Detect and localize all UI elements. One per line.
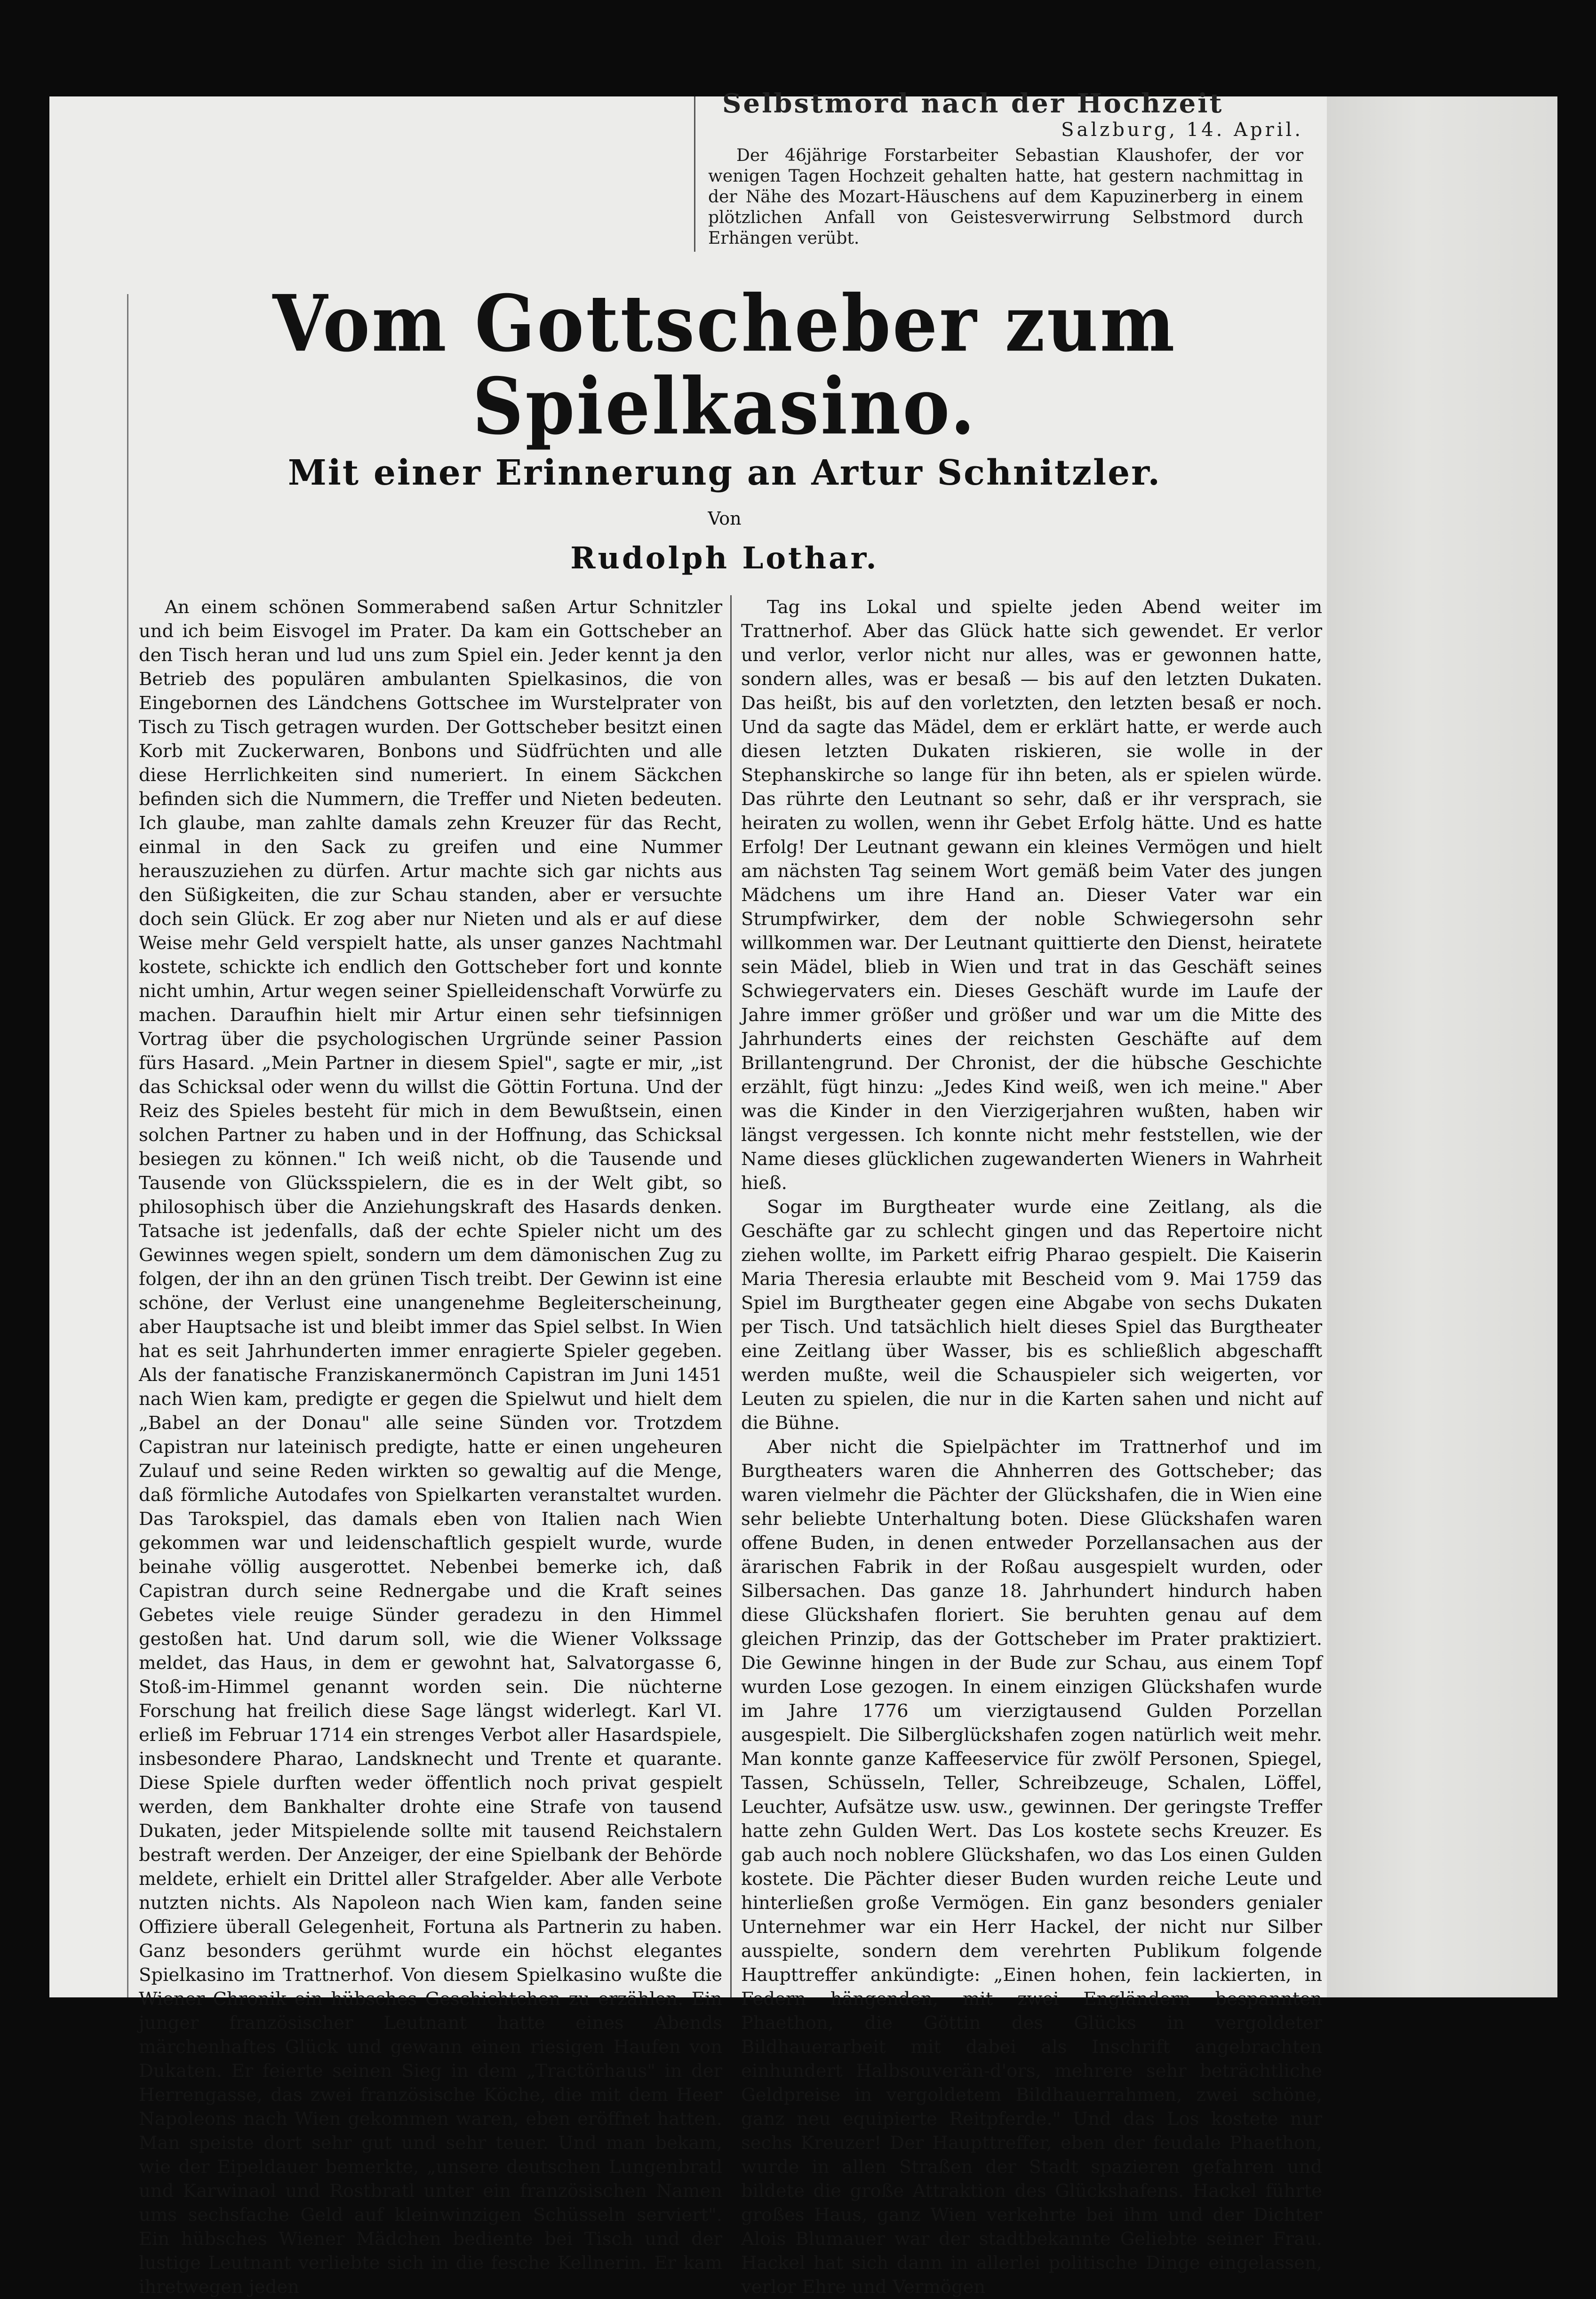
article-column-left: [139, 595, 722, 2298]
page-fold-shadow: [1327, 96, 1557, 1997]
author-name: Rudolph Lothar.: [570, 541, 879, 576]
paragraph: Sogar im Burgtheater wurde eine Zeitlang, als die Geschäfte gar zu schlecht gingen und das Repertoire nicht ziehen wollte, im Parkett eifrig Pharao gespielt. Die Kaiserin Maria Theresia erlaubte mit Bescheid vom 9. Mai 1759 das Spiel im Burgtheater gegen eine Abgabe von sechs Dukaten per Tisch. Und tatsächlich hielt dieses Spiel das Burgtheater eine Zeitlang über Wasser, bis es schließlich abgeschafft werden mußte, weil die Schauspieler sich weigerten, vor Leuten zu spielen, die nur in die Karten sahen und nicht auf die Bühne.: [741, 1197, 1322, 1434]
column-rule-top: [694, 96, 695, 252]
article-subtitle: Mit einer Erinnerung an Artur Schnitzler.: [287, 453, 1162, 493]
byline-prefix: Von: [708, 508, 742, 529]
paragraph: An einem schönen Sommerabend saßen Artur Schnitzler und ich beim Eisvogel im Prater. Da kam ein Gottscheber an den Tisch heran und lud uns zum Spiel ein. Jeder kennt ja den Betrieb des populären ambulanten Spielkasinos, die von Eingebornen des Ländchens Gottschee im Wurstelprater von Tisch zu Tisch getragen wurden. Der Gottscheber besitzt einen Korb mit Zuckerwaren, Bonbons und Südfrüchten und alle diese Herrlichkeiten sind numeriert. In einem Säckchen befinden sich die Nummern, die Treffer und Nieten bedeuten. Ich glaube, man zahlte damals zehn Kreuzer für das Recht, einmal in den Sack zu greifen und eine Nummer herauszuziehen zu dürfen. Artur machte sich gar nichts aus den Süßigkeiten, die zur Schau standen, aber er versuchte doch sein Glück. Er zog aber nur Nieten und als er auf diese Weise mehr Geld verspielt hatte, als unser ganzes Nachtmahl kostete, schickte ich endlich den Gottscheber fort und konnte nicht umhin, Artur wegen seiner Spielleidenschaft Vorwürfe zu machen. Daraufhin hielt mir Artur einen sehr tiefsinnigen Vortrag über die psychologischen Urgründe seiner Passion fürs Hasard. „Mein Partner in diesem Spiel", sagte er mir, „ist das Schicksal oder wenn du willst die Göttin Fortuna. Und der Reiz des Spieles besteht für mich in dem Bewußtsein, einen solchen Partner zu haben und in der Hoffnung, das Schicksal besiegen zu können." Ich weiß nicht, ob die Tausende und Tausende von Glücksspielern, die es in der Welt gibt, so philosophisch über die Anziehungskraft des Hasards denken. Tatsache ist jedenfalls, daß der echte Spieler nicht um des Gewinnes wegen spielt, sondern um dem dämonischen Zug zu folgen, der ihn an den grünen Tisch treibt. Der Gewinn ist eine schöne, der Verlust eine unangenehme Begleiterscheinung, aber Hauptsache ist und bleibt immer das Spiel selbst. In Wien hat es seit Jahrhunderten immer enragierte Spieler gegeben. Als der fanatische Franziskanermönch Capistran im Juni 1451 nach Wien kam, predigte er gegen die Spielwut und hielt dem „Babel an der Donau" alle seine Sünden vor. Trotzdem Capistran nur lateinisch predigte, hatte er einen ungeheuren Zulauf und seine Reden wirkten so gewaltig auf die Menge, daß förmliche Autodafes von Spielkarten veranstaltet wurden. Das Tarokspiel, das damals eben von Italien nach Wien gekommen war und leidenschaftlich gespielt wurde, wurde beinahe völlig ausgerottet. Nebenbei bemerke ich, daß Capistran durch seine Rednergabe und die Kraft seines Gebetes viele reuige Sünder geradezu in den Himmel gestoßen hat. Und darum soll, wie die Wiener Volkssage meldet, das Haus, in dem er gewohnt hat, Salvatorgasse 6, Stoß-im-Himmel genannt worden sein. Die nüchterne Forschung hat freilich diese Sage längst widerlegt. Karl VI. erließ im Februar 1714 ein strenges Verbot aller Hasardspiele, insbesondere Pharao, Landsknecht und Trente et quarante. Diese Spiele durften weder öffentlich noch privat gespielt werden, dem Bankhalter drohte eine Strafe von tausend Dukaten, jeder Mitspielende sollte mit tausend Reichstalern bestraft werden. Der Anzeiger, der eine Spielbank der Behörde meldete, erhielt ein Drittel aller Strafgelder. Aber alle Verbote nutzten nichts. Als Napoleon nach Wien kam, fanden seine Offiziere überall Gelegenheit, Fortuna als Partnerin zu haben. Ganz besonders gerühmt wurde ein höchst elegantes Spielkasino im Trattnerhof. Von diesem Spielkasino wußte die Wiener Chronik ein hübsches Geschichtchen zu erzählen. Ein junger französischer Leutnant hatte eines Abends märchenhaftes Glück und gewann einen riesigen Haufen von Dukaten. Er feierte seinen Sieg in dem „Tractörhaus" in der Herrengasse, das zwei französische Köche, die mit dem Heer Napoleons nach Wien gekommen waren, eben eröffnet hatten. Man speiste dort sehr gut und sehr teuer. Und man bekam, wie der Eipeldauer bemerkte, „unsere deutschen Lungenbratl und Karwinaol und Rostbratl unter ein französischen Namen ums sechsfache Geld auf kleinwinzigen Schüsseln serviert". Ein hübsches Wiener Mädchen bediente bei Tisch und der lustige Leutnant verliebte sich in die fesche Kellnerin. Er kam ihretwegen jeden: [139, 597, 722, 2298]
article-header: [127, 280, 1322, 605]
top-news-item: [708, 88, 1303, 256]
paragraph: Tag ins Lokal und spielte jeden Abend weiter im Trattnerhof. Aber das Glück hatte sich gewendet. Er verlor und verlor, verlor nicht nur alles, was er gewonnen hatte, sondern alles, was er besaß — bis auf den letzten Dukaten. Das heißt, bis auf den vorletzten, den letzten besaß er noch. Und da sagte das Mädel, dem er erklärt hatte, er werde auch diesen letzten Dukaten riskieren, sie wolle in der Stephanskirche so lange für ihn beten, als er spielen würde. Das rührte den Leutnant so sehr, daß er ihr versprach, sie heiraten zu wollen, wenn ihr Gebet Erfolg hätte. Und es hatte Erfolg! Der Leutnant gewann ein kleines Vermögen und hielt am nächsten Tag seinem Wort gemäß beim Vater des jungen Mädchens um ihre Hand an. Dieser Vater war ein Strumpfwirker, dem der noble Schwiegersohn sehr willkommen war. Der Leutnant quittierte den Dienst, heiratete sein Mädel, blieb in Wien und trat in das Geschäft seines Schwiegervaters ein. Dieses Geschäft wurde im Laufe der Jahre immer größer und größer und war um die Mitte des Jahrhunderts eines der reichsten Geschäfte auf dem Brillantengrund. Der Chronist, der die hübsche Geschichte erzählt, fügt hinzu: „Jedes Kind weiß, wen ich meine." Aber was die Kinder in den Vierzigerjahren wußten, haben wir längst vergessen. Ich konnte nicht mehr feststellen, wie der Name dieses glücklichen zugewanderten Wieners in Wahrheit hieß.: [741, 597, 1322, 1194]
article-column-right: [741, 595, 1322, 2298]
cut-headline: Selbstmord nach der Hochzeit: [722, 88, 1224, 119]
top-news-text: Der 46jährige Forstarbeiter Sebastian Klaushofer, der vor wenigen Tagen Hochzeit gehalten hatte, hat gestern nachmittag in der Nähe des Mozart-Häuschens auf dem Kapuzinerberg in einem plötzlichen Anfall von Geistesverwirrung Selbstmord durch Erhängen verübt.: [708, 146, 1303, 248]
newspaper-clipping: [49, 88, 1557, 2298]
column-divider: [730, 595, 732, 1997]
dateline: Salzburg, 14. April.: [1061, 119, 1303, 141]
paragraph: Aber nicht die Spielpächter im Trattnerhof und im Burgtheaters waren die Ahnherren des Gottscheber; das waren vielmehr die Pächter der Glückshafen, die in Wien eine sehr beliebte Unterhaltung boten. Diese Glückshafen waren offene Buden, in denen entweder Porzellansachen aus der ärarischen Fabrik in der Roßau ausgespielt wurden, oder Silbersachen. Das ganze 18. Jahrhundert hindurch haben diese Glückshafen floriert. Sie beruhten genau auf dem gleichen Prinzip, das der Gottscheber im Prater praktiziert. Die Gewinne hingen in der Bude zur Schau, aus einem Topf wurden Lose gezogen. In einem einzigen Glückshafen wurde im Jahre 1776 um vierzigtausend Gulden Porzellan ausgespielt. Die Silberglückshafen zogen natürlich weit mehr. Man konnte ganze Kaffeeservice für zwölf Personen, Spiegel, Tassen, Schüsseln, Teller, Schreibzeuge, Schalen, Löffel, Leuchter, Aufsätze usw. usw., gewinnen. Der geringste Treffer hatte zehn Gulden Wert. Das Los kostete sechs Kreuzer. Es gab auch noch noblere Glückshafen, wo das Los einen Gulden kostete. Die Pächter dieser Buden wurden reiche Leute und hinterließen große Vermögen. Ein ganz besonders genialer Unternehmer war ein Herr Hackel, der nicht nur Silber ausspielte, sondern dem verehrten Publikum folgende Haupttreffer ankündigte: „Einen hohen, fein lackierten, in Federn hängenden, mit zwei Engländern bespannten Phaethon, die Göttin des Glücks in vergoldeter Bildhauerarbeit mit dabei als Inschrift angebrachten einhundert Halbsouverän-d'ors, mehrere sehr beträchtliche Geldpreise in vergoldetem Bildhauerrahmen, zwei schöne, ganz neu equipierte Reitpferde." Und das Los kostete nur sechs Kreuzer! Der Haupttreffer, eben der feudale Phaethon, wurde in allen Straßen der Stadt spazieren gefahren und bildete die große Attraktion des Glückshafens. Hackel führte großes Haus, ganz Wien verkehrte bei ihm und der Dichter Alois Blumauer war der stadtbekannte Geliebte seiner Frau. Hackel hat sich dann in allerlei politische Dinge eingelassen, verlor Ehre und Vermögen: [741, 1437, 1322, 2298]
article-title: Vom Gottscheber zum Spielkasino.: [272, 278, 1177, 452]
